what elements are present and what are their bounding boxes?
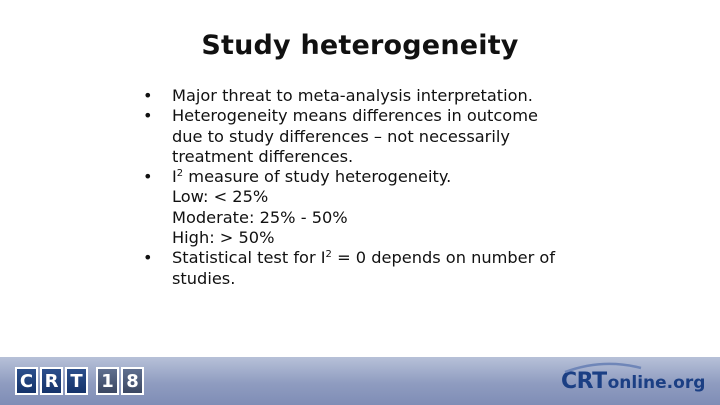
bullet-text: Major threat to meta-analysis interpretation. (172, 86, 533, 105)
bullet-text: studies. (172, 268, 236, 288)
threshold-moderate: Moderate: 25% - 50% (172, 207, 348, 227)
threshold-low: Low: < 25% (172, 187, 269, 207)
logo-crt-text: CRT (561, 369, 607, 394)
bullet-prefix: I (172, 167, 177, 187)
logo-letter: 8 (121, 367, 144, 395)
bullet-text: due to study differences – not necessarily (172, 126, 510, 146)
logo-letter: 1 (96, 367, 119, 395)
bullet-prefix: Statistical test for I (172, 248, 326, 268)
superscript: 2 (325, 249, 332, 261)
slide-title: Study heterogeneity (201, 30, 519, 61)
superscript: 2 (176, 168, 184, 180)
bullet-icon: • (143, 106, 153, 126)
bullet-item (143, 248, 613, 289)
bullet-suffix: measure of study heterogeneity. (183, 167, 452, 187)
crt18-logo (15, 367, 144, 395)
bullet-icon: • (143, 167, 153, 187)
bullet-icon: • (143, 248, 153, 268)
bullet-item (143, 86, 613, 106)
logo-letter: R (40, 367, 63, 395)
logo-online-text: online.org (607, 373, 706, 393)
bullet-icon: • (143, 86, 153, 105)
bullet-item (143, 167, 613, 248)
threshold-high: High: > 50% (172, 228, 275, 248)
logo-letter: T (65, 367, 88, 395)
logo-letter: C (15, 367, 38, 395)
swoosh-icon (563, 362, 643, 374)
crtonline-logo (561, 364, 705, 394)
bullet-text: treatment differences. (172, 146, 354, 166)
bullet-text: Heterogeneity means differences in outcome (172, 106, 538, 126)
bullet-text (172, 167, 613, 187)
bullet-suffix: = 0 depends on number of (331, 248, 556, 268)
bullet-item (143, 106, 613, 167)
bullet-text (172, 248, 613, 268)
bullet-list (143, 86, 613, 289)
